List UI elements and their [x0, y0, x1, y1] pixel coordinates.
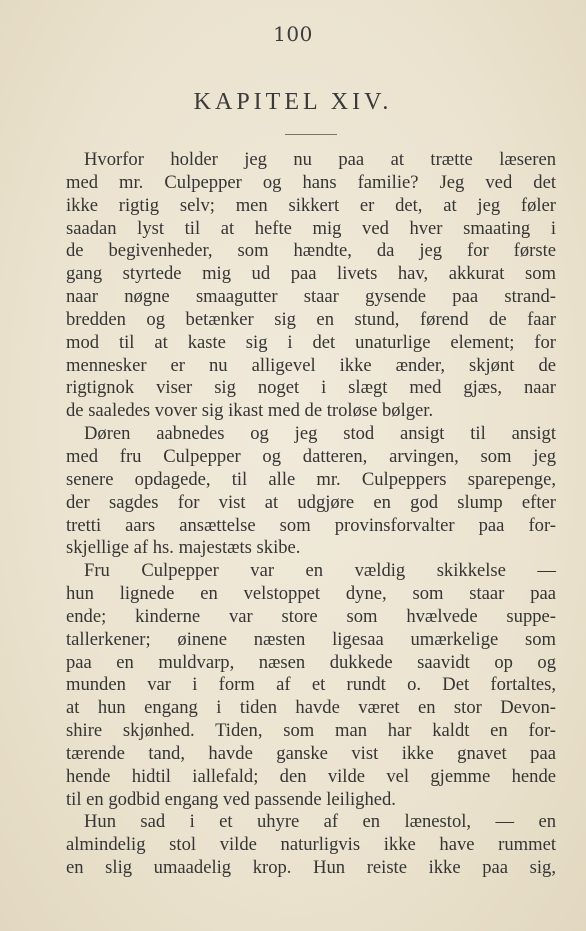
- text-line: ende; kinderne var store som hvælvede suppe-: [66, 605, 556, 627]
- text-line: rigtignok viser sig noget i slægt med gjæs, naar: [66, 377, 556, 399]
- text-line: de saaledes vover sig ikast med de troløse bølger.: [66, 400, 434, 422]
- text-line: gang styrtede mig ud paa livets hav, akkurat som: [66, 263, 556, 285]
- text-line: de begivenheder, som hændte, da jeg for første: [66, 240, 556, 262]
- text-line: der sagdes for vist at udgjøre en god slump efter: [66, 491, 556, 513]
- text-line: munden var i form af et rundt o. Det fortaltes,: [66, 674, 556, 696]
- text-line: ikke rigtig selv; men sikkert er det, at jeg føler: [66, 194, 556, 216]
- text-line: med mr. Culpepper og hans familie? Jeg ved det: [66, 171, 556, 193]
- text-line: tærende tand, havde ganske vist ikke gnavet paa: [66, 742, 556, 764]
- text-line: mennesker er nu alligevel ikke ænder, skjønt de: [66, 354, 556, 376]
- text-line: saadan lyst til at hefte mig ved hver smaating i: [66, 217, 556, 239]
- text-line: paa en muldvarp, næsen dukkede saavidt op og: [66, 651, 556, 673]
- text-line: Døren aabnedes og jeg stod ansigt til ansigt: [84, 423, 556, 445]
- text-line: en slig umaadelig krop. Hun reiste ikke paa sig,: [66, 857, 556, 879]
- text-line: almindelig stol vilde naturligvis ikke have rummet: [66, 834, 556, 856]
- body-text: [66, 149, 556, 880]
- text-line: tretti aars ansættelse som provinsforvalter paa for-: [66, 514, 556, 536]
- text-line: hun lignede en velstoppet dyne, som staar paa: [66, 583, 556, 605]
- text-line: shire skjønhed. Tiden, som man har kaldt en for-: [66, 720, 556, 742]
- text-line: Hvorfor holder jeg nu paa at trætte læseren: [84, 149, 556, 170]
- text-line: til en godbid engang ved passende leilighed.: [66, 788, 396, 810]
- chapter-title: KAPITEL XIV.: [193, 89, 393, 115]
- text-line: bredden og betænker sig en stund, førend de faar: [66, 308, 556, 330]
- text-line: at hun engang i tiden havde været en stor Devon-: [66, 697, 556, 719]
- text-line: tallerkener; øinene næsten ligesaa umærkelige som: [66, 628, 556, 650]
- text-line: naar nøgne smaagutter staar gysende paa strand-: [66, 286, 556, 308]
- page-number: 100: [273, 22, 313, 46]
- text-line: senere opdagede, til alle mr. Culpeppers sparepenge,: [66, 468, 556, 490]
- text-line: skjellige af hs. majestæts skibe.: [66, 537, 301, 559]
- text-line: mod til at kaste sig i det unaturlige element; for: [66, 331, 556, 353]
- text-line: med fru Culpepper og datteren, arvingen, som jeg: [66, 445, 556, 467]
- text-line: Fru Culpepper var en vældig skikkelse —: [84, 560, 556, 582]
- text-line: hende hidtil iallefald; den vilde vel gjemme hende: [66, 765, 556, 787]
- title-rule: [285, 134, 337, 135]
- text-line: Hun sad i et uhyre af en lænestol, — en: [84, 811, 556, 833]
